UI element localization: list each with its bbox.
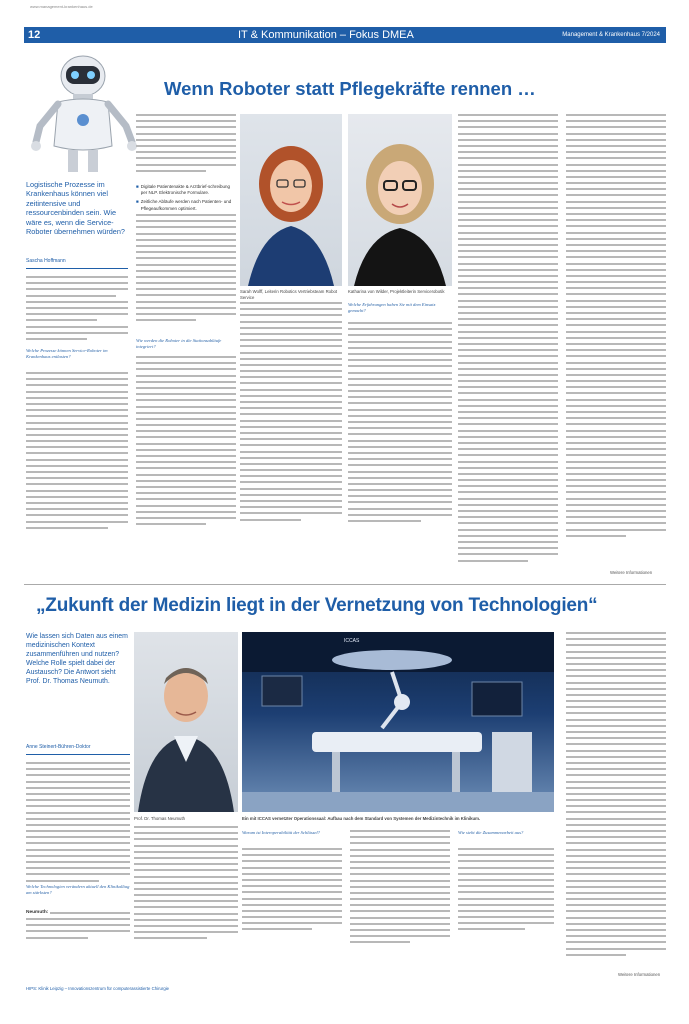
article1-col3-text: [240, 302, 342, 525]
article1-question-2: Wie werden die Roboter in die Stationsabläufe integriert?: [136, 338, 222, 350]
article1-col1-text: [26, 276, 128, 344]
article1-col4-text: [348, 322, 452, 526]
article2-portrait-caption: Prof. Dr. Thomas Neumuth: [134, 816, 186, 821]
article1-question-3: Welche Erfahrungen haben Sie mit dem Einsatz gemacht?: [348, 302, 436, 314]
article1-bullets: [136, 184, 236, 212]
article2-question-3: Wie sieht die Zusammenarbeit aus?: [458, 830, 524, 835]
divider-line-2: [26, 754, 130, 755]
divider-line: [26, 268, 128, 269]
article2-headline: „Zukunft der Medizin liegt in der Vernetzung von Technologien“: [36, 595, 598, 616]
running-head-url: www.management-krankenhaus.de: [30, 4, 93, 9]
publication-title: Management & Krankenhaus 7/2024: [562, 32, 660, 38]
article1-footnote: Weitere Informationen: [610, 570, 653, 575]
article2-photo-caption: Ein mit ICCAS vernetzter Operationssaal: Aufbau nach dem Standard von Systemen der Medizintechnik im Klinikum.: [242, 816, 481, 821]
article1-photo-2: [348, 114, 452, 286]
article1-col5-text: [458, 114, 558, 566]
article2-question-1: Welche Technologien verändern aktuell den Klinikalltag am stärksten?: [26, 884, 130, 896]
article2-operating-room-photo: [242, 632, 554, 812]
page-number: 12: [28, 29, 41, 41]
article1-photo-2-caption: Katharina von Wilder, Projektleiterin Servicerobotik: [348, 289, 445, 294]
article2-question-2: Warum ist Interoperabilität der Schlüssel?: [242, 830, 321, 835]
article1-col2-text-c: [136, 356, 236, 529]
article2-col6-text: [566, 632, 666, 960]
article2-footnote: Weitere Informationen: [618, 972, 661, 977]
article2-col5-text: [458, 848, 554, 935]
article1-headline: Wenn Roboter statt Pflegekräfte rennen …: [164, 78, 536, 99]
section-divider: [24, 584, 666, 585]
footer-text: HIPS: Klinik Leipzig – Innovationszentrum für computerassistierte Chirurgie: [26, 986, 170, 991]
article2-author: Anne Steinert-Bühren-Doktor: [26, 744, 91, 750]
article1-col2-text: [136, 114, 236, 176]
article2-col3-text: [242, 848, 342, 935]
article2-col1-text: [26, 762, 130, 886]
article1-col1-text-b: [26, 372, 128, 533]
article1-author: Sascha Hoffmann: [26, 258, 66, 264]
running-head-bar: [24, 27, 666, 43]
article2-portrait: [134, 632, 238, 812]
bullet-item: ■ Zeitliche Abläufe werden nach Patienten- und Pflegeaufkommen optimiert.: [136, 199, 232, 211]
section-title: IT & Kommunikation – Fokus DMEA: [238, 29, 414, 41]
article1-col6-text: [566, 114, 666, 541]
bullet-item: ■ Digitale Patientenakte & Arztbrief-schreibung per NLP. Elektronische Formulare.: [136, 184, 231, 196]
robot-illustration: [28, 46, 138, 174]
article2-col2-text: [134, 826, 238, 944]
article1-teaser: Logistische Prozesse im Krankenhaus können viel zeitintensive und ressourcenbinden sein. Wie wäre es, wenn die Service-Roboter übernehmen würden?: [26, 180, 125, 237]
article2-teaser: Wie lassen sich Daten aus einem medizinischen Kontext zusammenführen und nutzen? Welche Rolle spielt dabei der Austausch? Die Antwort sieht Prof. Dr. Thomas Neumuth.: [26, 633, 128, 685]
article1-photo-1: [240, 114, 342, 286]
article2-col4-text: [350, 830, 450, 948]
article1-question-1: Welche Prozesse können Service-Roboter im Krankenhaus entlasten?: [26, 348, 108, 360]
article2-speaker-1: Neumuth:: [26, 910, 49, 915]
article1-col2-text-b: [136, 214, 236, 325]
article2-col1-text-c: [26, 918, 130, 943]
article1-photo-1-caption: Sarah Wolff, Leiterin Robotics Vertriebsteam Robot Service: [240, 289, 338, 300]
photo-label: ICCAS: [344, 638, 360, 644]
